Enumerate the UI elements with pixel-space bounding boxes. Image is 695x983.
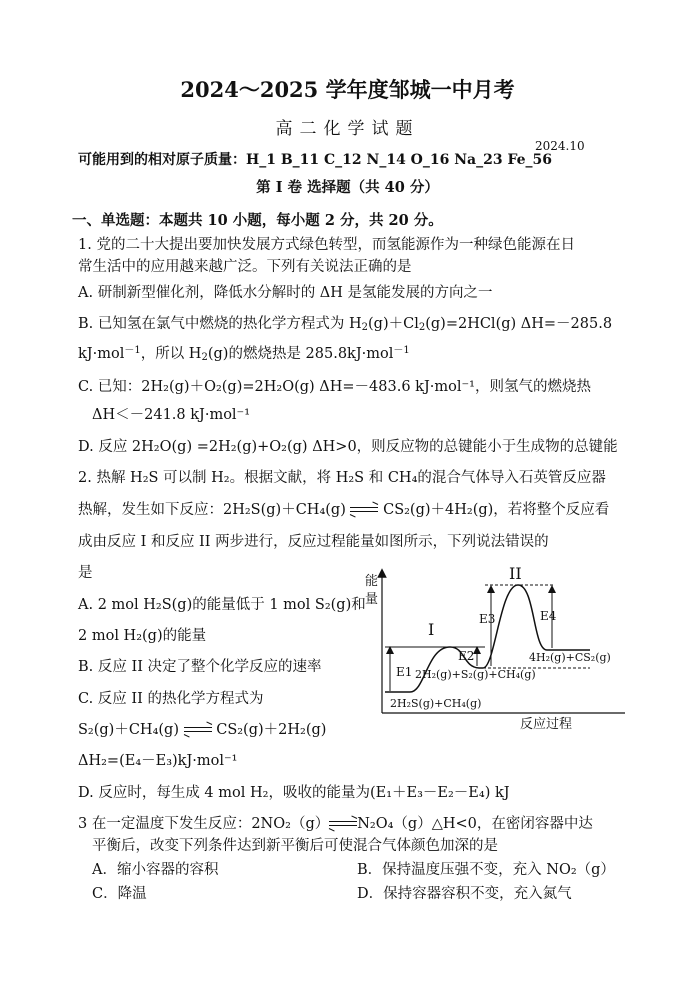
q1-option-d: D. 反应 2H₂O(g) =2H₂(g)+O₂(g) ΔH>0，则反应物的总键能小于生成物的总键能 [78,439,618,455]
label-reaction-I: I [428,620,435,639]
q2-stem-line1: 2. 热解 H₂S 可以制 H₂。根据文献，将 H₂S 和 CH₄的混合气体导入石英管反应器 [78,470,606,486]
q2-stem-line3: 成由反应 I 和反应 II 两步进行，反应过程能量如图所示，下列说法错误的 [78,534,549,550]
equilibrium-arrow-icon [184,725,212,735]
q1-option-c-line2: ΔH＜－241.8 kJ·mol⁻¹ [92,407,251,423]
state-reactants: 2H₂S(g)+CH₄(g) [390,697,482,710]
q2-option-a-line2: 2 mol H₂(g)的能量 [78,628,207,644]
equilibrium-arrow-icon [329,819,357,829]
label-E1: E1 [396,665,413,679]
q1-option-b-line2: kJ·mol$^{-1}$，所以 $H_2(g)$的燃烧热是 285.8kJ·mol$^{-1}$ [78,345,410,363]
exam-subtitle: 高二化学试题 [275,119,420,139]
x-axis-label: 反应过程 [520,717,573,732]
q2-option-a-line1: A. 2 mol H₂S(g)的能量低于 1 mol S₂(g)和 [78,597,366,613]
q3-option-b: B．保持温度压强不变，充入 NO₂（g） [357,862,615,878]
q1-stem-line2: 常生活中的应用越来越广泛。下列有关说法正确的是 [78,259,412,275]
exam-title: 2024～2025 学年度邹城一中月考 [180,77,515,102]
q1-option-b-line1: B. 已知氢在氯气中燃烧的热化学方程式为 $H_2(g)+Cl_2(g)=2HCl(g)$ ΔH=－285.8 [78,316,613,333]
label-reaction-II: II [509,565,522,583]
state-products: 4H₂(g)+CS₂(g) [529,651,611,664]
q2-stem-line2: 热解，发生如下反应：2H₂S(g)＋CH₄(g) CS₂(g)＋4H₂(g)，若将整个反应看 [78,502,610,518]
q2-stem-line4: 是 [78,565,93,581]
section-heading: 第 I 卷 选择题（共 40 分） [256,179,439,196]
q1-option-a: A. 研制新型催化剂，降低水分解时的 ΔH 是氢能发展的方向之一 [78,285,493,301]
exam-date: 2024.10 [535,139,585,153]
q2-option-c: C. 反应 II 的热化学方程式为 [78,691,264,707]
label-E4: E4 [540,609,557,623]
part-heading: 一、单选题：本题共 10 小题，每小题 2 分，共 20 分。 [72,212,443,229]
q2-option-c-dh: ΔH₂=(E₄－E₃)kJ·mol⁻¹ [78,753,238,769]
q3-stem-line1: 3 在一定温度下发生反应：2NO₂（g） N₂O₄（g）△H<0，在密闭容器中达 [78,816,593,832]
q3-stem-line2: 平衡后，改变下列条件达到新平衡后可使混合气体颜色加深的是 [92,838,498,854]
q2-option-b: B. 反应 II 决定了整个化学反应的速率 [78,659,322,675]
q3-option-c: C．降温 [92,886,147,902]
energy-profile-diagram [355,565,635,735]
q1-stem-line1: 1. 党的二十大提出要加快发展方式绿色转型，而氢能源作为一种绿色能源在日 [78,237,575,253]
q3-option-a: A．缩小容器的容积 [92,862,219,878]
atomic-masses: 可能用到的相对原子质量：H_1 B_11 C_12 N_14 O_16 Na_23 Fe_56 [78,152,553,168]
q2-option-c-equation: S₂(g)＋CH₄(g) CS₂(g)＋2H₂(g) [78,722,327,738]
q2-option-d: D. 反应时，每生成 4 mol H₂，吸收的能量为(E₁＋E₃－E₂－E₄) kJ [78,785,510,801]
label-E2: E2 [458,649,475,663]
label-E3: E3 [479,612,496,626]
state-intermediate: 2H₂(g)+S₂(g)+CH₄(g) [415,668,536,681]
y-axis-label-1: 能 [365,574,379,589]
q3-option-d: D．保持容器容积不变，充入氮气 [357,886,572,902]
q1-option-c-line1: C. 已知：2H₂(g)＋O₂(g)=2H₂O(g) ΔH=－483.6 kJ·mol⁻¹，则氢气的燃烧热 [78,379,591,395]
y-axis-label-2: 量 [365,592,379,607]
equilibrium-arrow-icon [350,505,378,515]
